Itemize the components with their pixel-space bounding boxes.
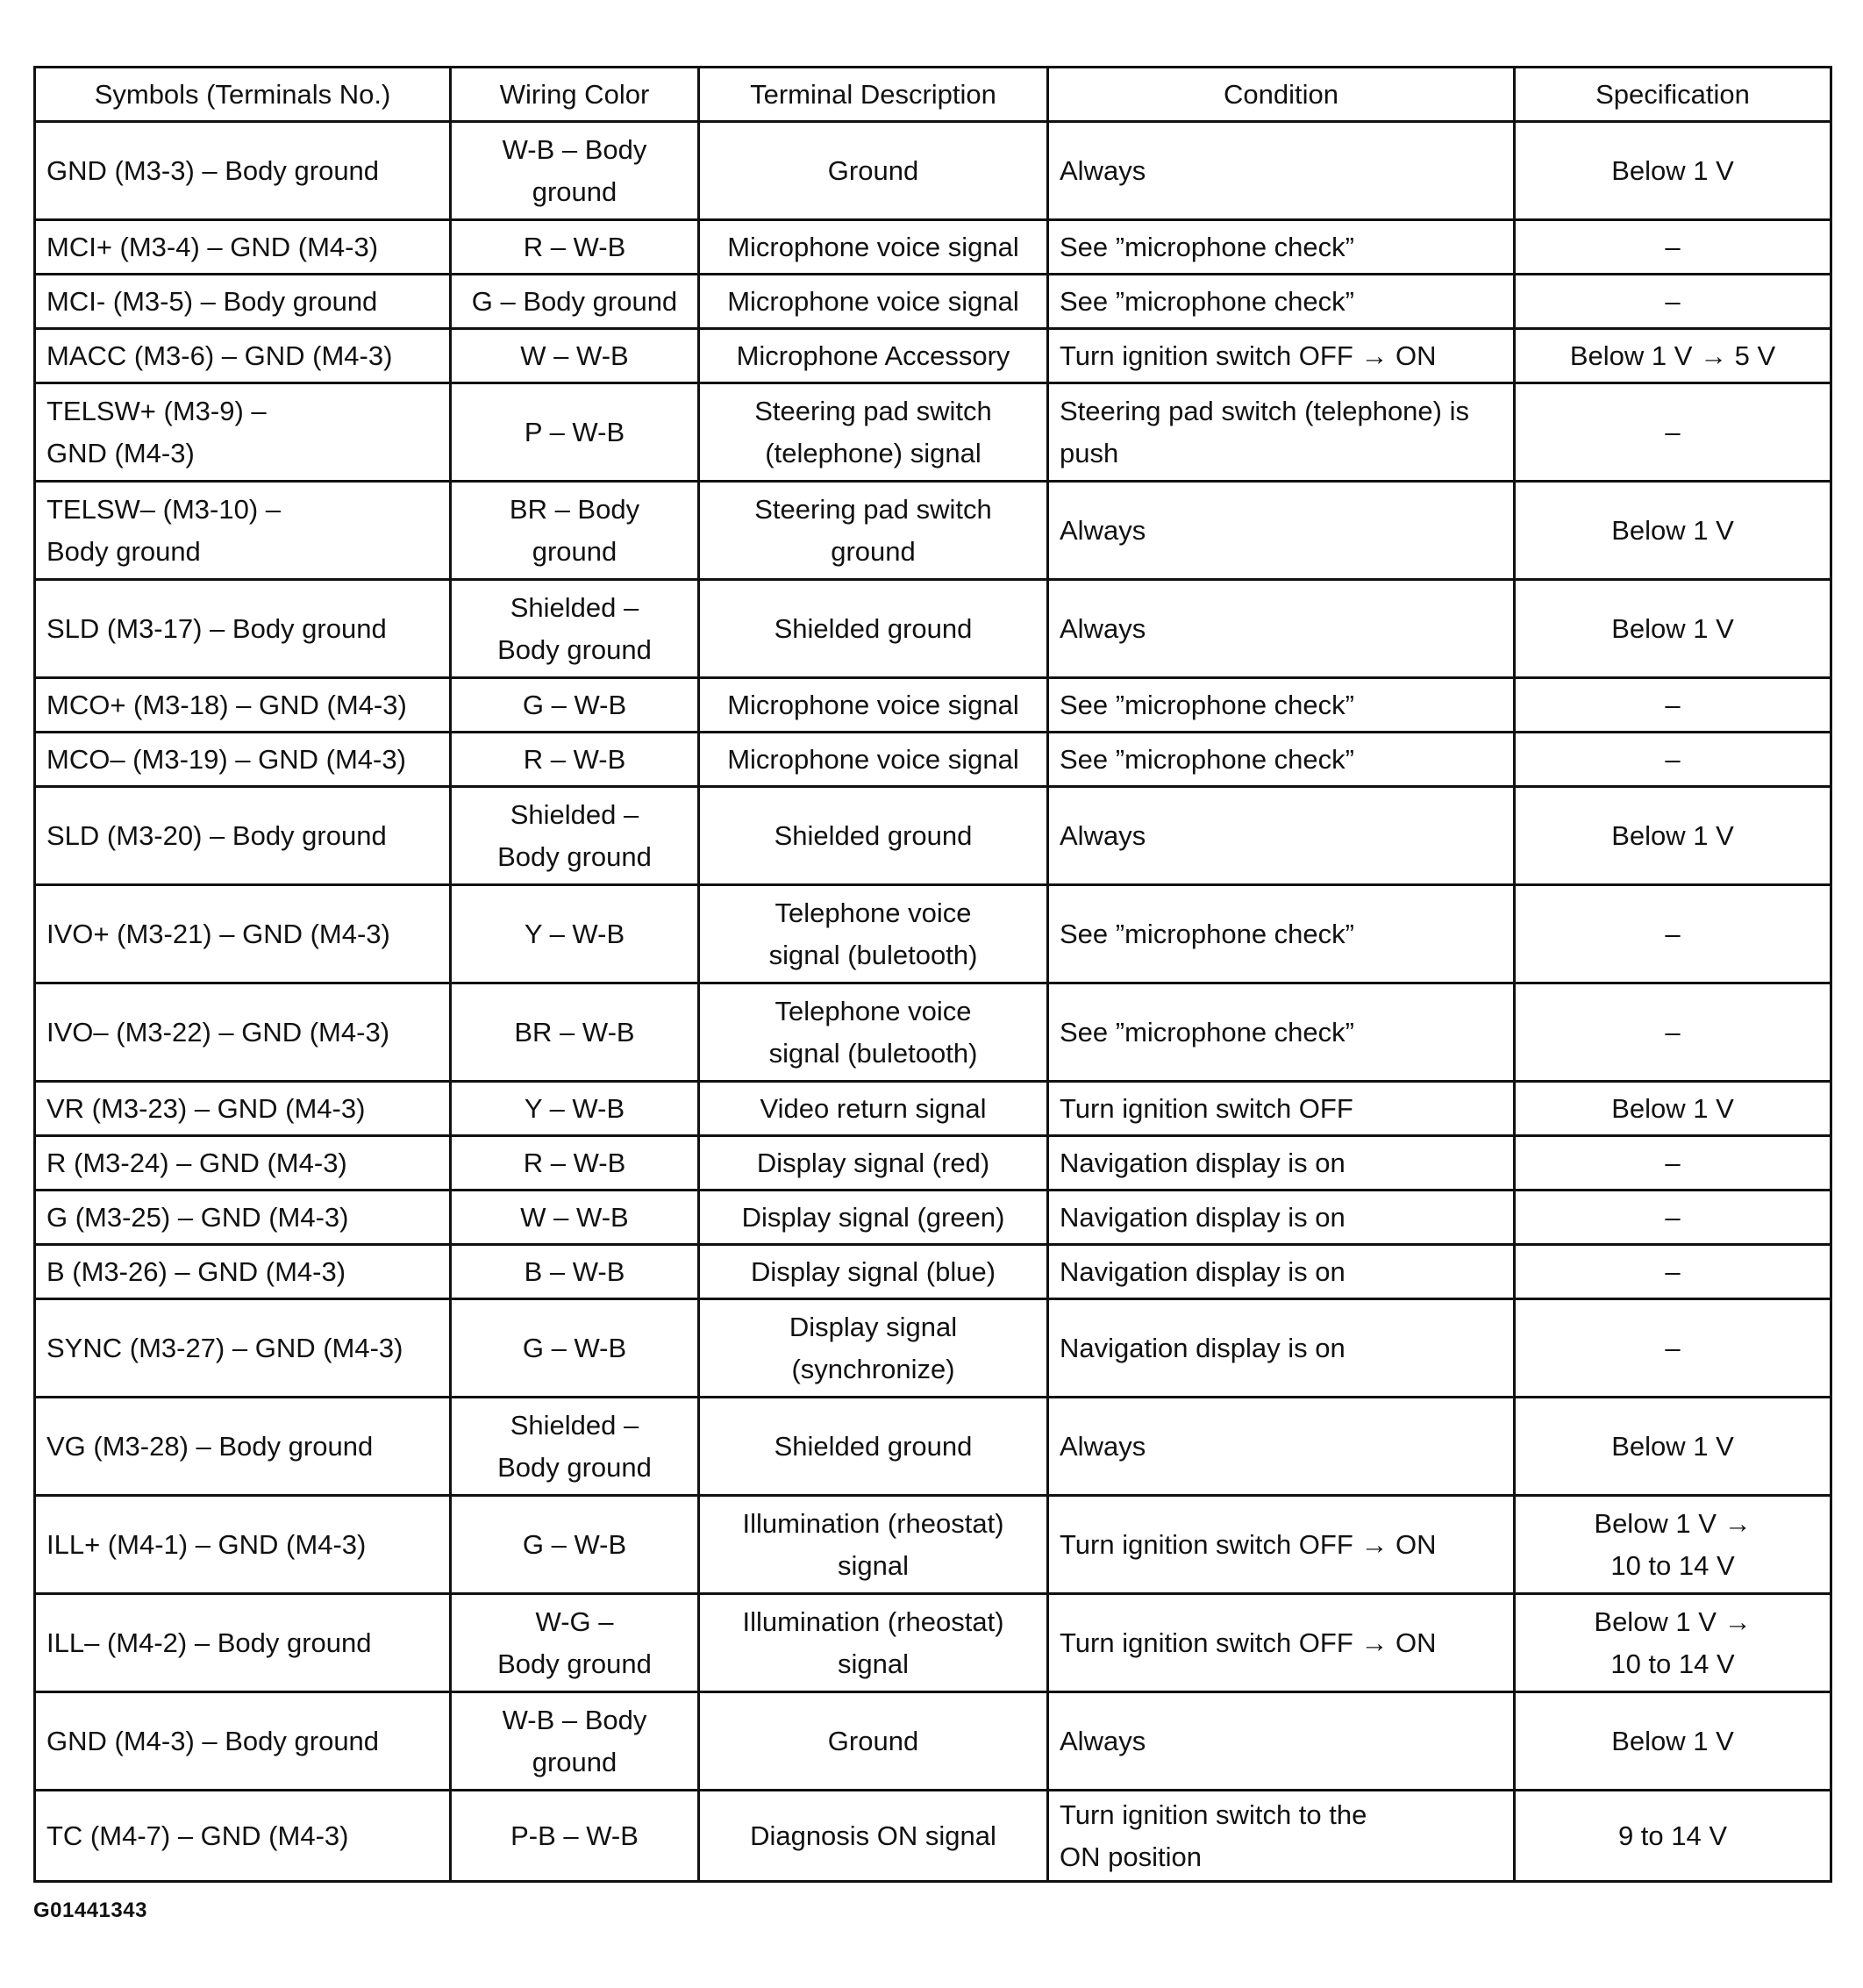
table-row [35, 482, 1831, 580]
table-row [35, 1496, 1831, 1594]
cell-terminal-description: Shielded ground [699, 787, 1048, 885]
cell-specification: Below 1 V [1515, 122, 1831, 220]
cell-wiring-color: Y – W-B [451, 885, 699, 983]
table-row [35, 733, 1831, 787]
table-row [35, 275, 1831, 329]
cell-condition: See ”microphone check” [1048, 678, 1515, 733]
cell-condition: Turn ignition switch OFF → ON [1048, 1594, 1515, 1692]
cell-symbols: SLD (M3-20) – Body ground [35, 787, 451, 885]
table-row [35, 1299, 1831, 1398]
cell-condition: Navigation display is on [1048, 1245, 1515, 1299]
cell-symbols: TELSW– (M3-10) – Body ground [35, 482, 451, 580]
cell-terminal-description: Display signal (red) [699, 1136, 1048, 1191]
table-row [35, 1398, 1831, 1496]
cell-terminal-description: Ground [699, 1692, 1048, 1791]
cell-specification: Below 1 V → 10 to 14 V [1515, 1594, 1831, 1692]
cell-wiring-color: G – W-B [451, 678, 699, 733]
cell-symbols: ILL– (M4-2) – Body ground [35, 1594, 451, 1692]
cell-symbols: GND (M4-3) – Body ground [35, 1692, 451, 1791]
column-header-terminal-description: Terminal Description [699, 68, 1048, 122]
table-row [35, 1082, 1831, 1136]
cell-terminal-description: Illumination (rheostat) signal [699, 1496, 1048, 1594]
table-row [35, 383, 1831, 482]
cell-wiring-color: B – W-B [451, 1245, 699, 1299]
cell-symbols: TELSW+ (M3-9) – GND (M4-3) [35, 383, 451, 482]
cell-condition: Steering pad switch (telephone) is push [1048, 383, 1515, 482]
cell-symbols: MCO+ (M3-18) – GND (M4-3) [35, 678, 451, 733]
cell-specification: – [1515, 1245, 1831, 1299]
cell-symbols: IVO+ (M3-21) – GND (M4-3) [35, 885, 451, 983]
cell-specification: – [1515, 275, 1831, 329]
cell-terminal-description: Microphone voice signal [699, 733, 1048, 787]
table-row [35, 1245, 1831, 1299]
cell-terminal-description: Steering pad switch ground [699, 482, 1048, 580]
cell-specification: Below 1 V [1515, 482, 1831, 580]
cell-condition: Always [1048, 1398, 1515, 1496]
cell-terminal-description: Ground [699, 122, 1048, 220]
cell-terminal-description: Display signal (synchronize) [699, 1299, 1048, 1398]
cell-specification: Below 1 V → 10 to 14 V [1515, 1496, 1831, 1594]
cell-terminal-description: Illumination (rheostat) signal [699, 1594, 1048, 1692]
cell-symbols: ILL+ (M4-1) – GND (M4-3) [35, 1496, 451, 1594]
cell-terminal-description: Display signal (green) [699, 1191, 1048, 1245]
cell-specification: Below 1 V [1515, 1082, 1831, 1136]
cell-specification: – [1515, 1299, 1831, 1398]
cell-terminal-description: Telephone voice signal (buletooth) [699, 983, 1048, 1082]
cell-wiring-color: W-G – Body ground [451, 1594, 699, 1692]
cell-condition: Turn ignition switch to the ON position [1048, 1791, 1515, 1882]
cell-condition: Turn ignition switch OFF → ON [1048, 329, 1515, 383]
table-row [35, 122, 1831, 220]
cell-wiring-color: Shielded – Body ground [451, 787, 699, 885]
column-header-specification: Specification [1515, 68, 1831, 122]
cell-specification: – [1515, 1191, 1831, 1245]
cell-terminal-description: Telephone voice signal (buletooth) [699, 885, 1048, 983]
cell-symbols: TC (M4-7) – GND (M4-3) [35, 1791, 451, 1882]
cell-symbols: MCO– (M3-19) – GND (M4-3) [35, 733, 451, 787]
cell-wiring-color: G – W-B [451, 1496, 699, 1594]
cell-terminal-description: Microphone voice signal [699, 678, 1048, 733]
cell-specification: – [1515, 678, 1831, 733]
cell-condition: See ”microphone check” [1048, 275, 1515, 329]
table-row [35, 1136, 1831, 1191]
column-header-wiring-color: Wiring Color [451, 68, 699, 122]
cell-symbols: R (M3-24) – GND (M4-3) [35, 1136, 451, 1191]
table-row [35, 983, 1831, 1082]
cell-condition: Navigation display is on [1048, 1191, 1515, 1245]
cell-wiring-color: P-B – W-B [451, 1791, 699, 1882]
cell-terminal-description: Microphone voice signal [699, 220, 1048, 275]
cell-condition: See ”microphone check” [1048, 220, 1515, 275]
cell-wiring-color: W – W-B [451, 1191, 699, 1245]
cell-terminal-description: Microphone Accessory [699, 329, 1048, 383]
cell-symbols: GND (M3-3) – Body ground [35, 122, 451, 220]
cell-wiring-color: W – W-B [451, 329, 699, 383]
cell-condition: Turn ignition switch OFF [1048, 1082, 1515, 1136]
cell-terminal-description: Microphone voice signal [699, 275, 1048, 329]
cell-terminal-description: Diagnosis ON signal [699, 1791, 1048, 1882]
cell-condition: See ”microphone check” [1048, 983, 1515, 1082]
cell-terminal-description: Shielded ground [699, 580, 1048, 678]
table-row [35, 1594, 1831, 1692]
table-row [35, 580, 1831, 678]
cell-terminal-description: Video return signal [699, 1082, 1048, 1136]
cell-wiring-color: G – Body ground [451, 275, 699, 329]
cell-wiring-color: P – W-B [451, 383, 699, 482]
table-row [35, 329, 1831, 383]
cell-wiring-color: Shielded – Body ground [451, 580, 699, 678]
table-row [35, 220, 1831, 275]
cell-terminal-description: Shielded ground [699, 1398, 1048, 1496]
cell-wiring-color: R – W-B [451, 220, 699, 275]
cell-specification: – [1515, 1136, 1831, 1191]
cell-condition: Always [1048, 122, 1515, 220]
cell-condition: Always [1048, 580, 1515, 678]
terminal-spec-table [33, 66, 1832, 1883]
cell-condition: See ”microphone check” [1048, 885, 1515, 983]
table-row [35, 787, 1831, 885]
cell-symbols: MCI+ (M3-4) – GND (M4-3) [35, 220, 451, 275]
cell-wiring-color: G – W-B [451, 1299, 699, 1398]
column-header-condition: Condition [1048, 68, 1515, 122]
figure-id: G01441343 [33, 1899, 147, 1922]
cell-symbols: MCI- (M3-5) – Body ground [35, 275, 451, 329]
cell-symbols: SYNC (M3-27) – GND (M4-3) [35, 1299, 451, 1398]
cell-specification: Below 1 V [1515, 580, 1831, 678]
table-row [35, 1692, 1831, 1791]
column-header-symbols: Symbols (Terminals No.) [35, 68, 451, 122]
cell-specification: 9 to 14 V [1515, 1791, 1831, 1882]
cell-condition: See ”microphone check” [1048, 733, 1515, 787]
cell-wiring-color: Shielded – Body ground [451, 1398, 699, 1496]
cell-specification: – [1515, 885, 1831, 983]
cell-symbols: MACC (M3-6) – GND (M4-3) [35, 329, 451, 383]
table-row [35, 1791, 1831, 1882]
cell-condition: Navigation display is on [1048, 1136, 1515, 1191]
cell-symbols: G (M3-25) – GND (M4-3) [35, 1191, 451, 1245]
cell-specification: Below 1 V [1515, 1398, 1831, 1496]
cell-specification: Below 1 V [1515, 1692, 1831, 1791]
cell-specification: Below 1 V → 5 V [1515, 329, 1831, 383]
cell-wiring-color: W-B – Body ground [451, 1692, 699, 1791]
cell-specification: – [1515, 383, 1831, 482]
cell-symbols: B (M3-26) – GND (M4-3) [35, 1245, 451, 1299]
cell-condition: Turn ignition switch OFF → ON [1048, 1496, 1515, 1594]
cell-terminal-description: Steering pad switch (telephone) signal [699, 383, 1048, 482]
cell-wiring-color: W-B – Body ground [451, 122, 699, 220]
cell-wiring-color: BR – Body ground [451, 482, 699, 580]
cell-symbols: VG (M3-28) – Body ground [35, 1398, 451, 1496]
cell-wiring-color: BR – W-B [451, 983, 699, 1082]
cell-condition: Navigation display is on [1048, 1299, 1515, 1398]
cell-symbols: IVO– (M3-22) – GND (M4-3) [35, 983, 451, 1082]
table-header-row [35, 68, 1831, 122]
cell-condition: Always [1048, 1692, 1515, 1791]
cell-specification: – [1515, 983, 1831, 1082]
cell-specification: – [1515, 220, 1831, 275]
cell-wiring-color: Y – W-B [451, 1082, 699, 1136]
cell-wiring-color: R – W-B [451, 1136, 699, 1191]
cell-specification: – [1515, 733, 1831, 787]
table-row [35, 678, 1831, 733]
cell-specification: Below 1 V [1515, 787, 1831, 885]
table-row [35, 1191, 1831, 1245]
cell-terminal-description: Display signal (blue) [699, 1245, 1048, 1299]
cell-condition: Always [1048, 787, 1515, 885]
cell-symbols: SLD (M3-17) – Body ground [35, 580, 451, 678]
cell-condition: Always [1048, 482, 1515, 580]
cell-wiring-color: R – W-B [451, 733, 699, 787]
cell-symbols: VR (M3-23) – GND (M4-3) [35, 1082, 451, 1136]
table-row [35, 885, 1831, 983]
